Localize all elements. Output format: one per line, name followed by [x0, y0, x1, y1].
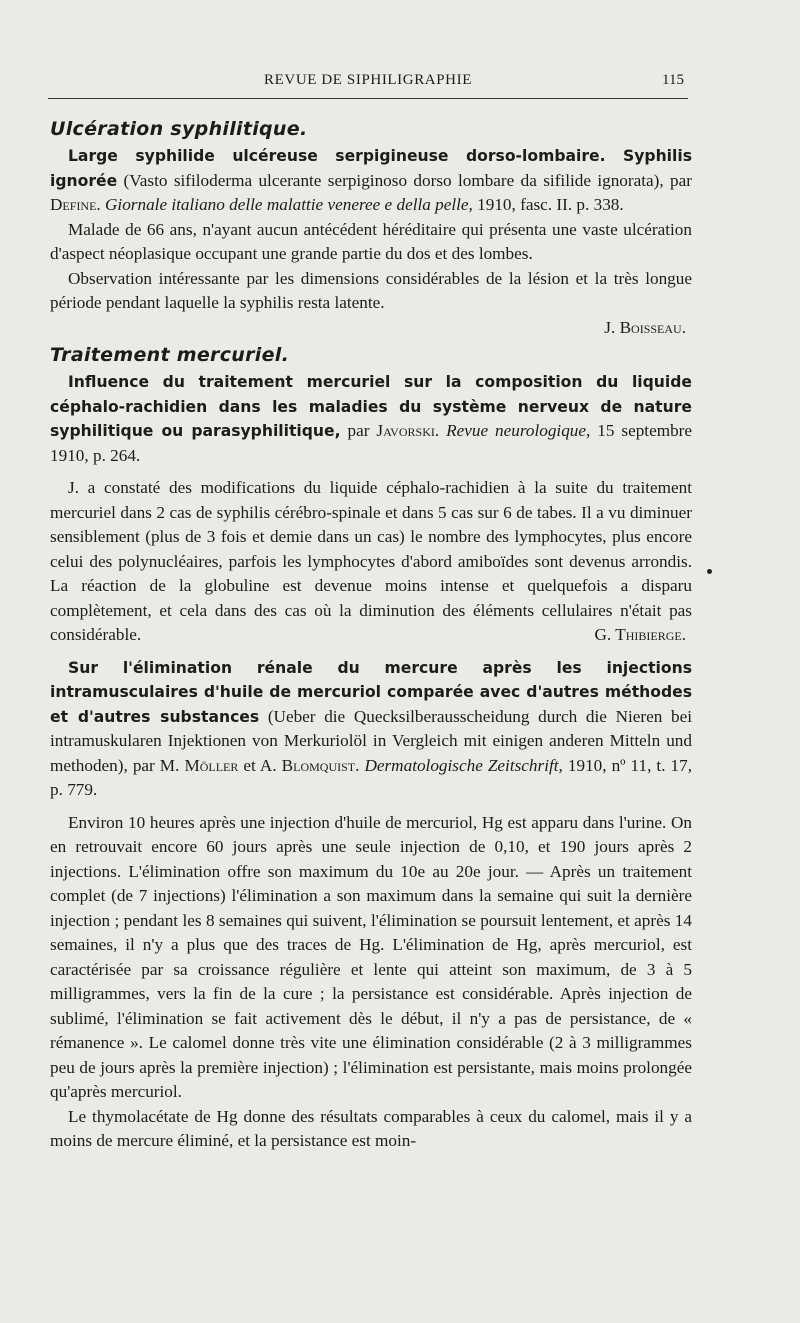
article-reference: Large syphilide ulcéreuse serpigineuse dorso-lombaire. Syphilis ignorée (Vasto sifiloderma ulcerante serpiginoso dorso lombare da sifilide ignorata), par Define. Giornale italiano delle malattie veneree e della pelle, 1910, fasc. II. p. 338.: [50, 147, 692, 214]
running-header: [48, 68, 688, 99]
section-heading-traitement: Traitement mercuriel.: [50, 344, 290, 366]
journal-title: REVUE DE SIPHILIGRAPHIE: [264, 72, 472, 88]
article-reference: Influence du traitement mercuriel sur la composition du liquide céphalo-rachidien dans les maladies du système nerveux de nature syphilitique ou parasyphilitique, par Javorski. Revue neurologique, 15 septembre 1910, p. 264.: [50, 373, 693, 465]
abstract-paragraph: Environ 10 heures après une injection d'huile de mercuriol, Hg est apparu dans l'urine. On en retrouvait encore 60 jours après une seule injection de 0,10, et 190 jours après 2 injections. L'élimination offre son maximum du 10e au 20e jour. — Après un traitement complet (de 7 injections) l'élimination a son maximum dans la semaine qui suit la dernière injection ; pendant les 8 semaines qui suivent, l'élimination se poursuit lentement, et après 14 semaines, il n'y a plus que des traces de Hg. L'élimination de Hg, après mercuriol, est caractérisée par sa croissance régulière et lente qui atteint son maximum, de 3 à 5 milligrammes, vers la fin de la cure ; la persistance est considérable. Après injection de sublimé, l'élimination se fait activement dès le début, il n'y a pas de persistance, de « rémanence ». Le calomel donne très vite une élimination considérable (2 à 3 milligrammes peu de jours après la première injection) ; l'élimination est persistante, mais moins prolongée qu'après mercuriol.: [50, 812, 692, 1101]
abstract-paragraph: J. a constaté des modifications du liquide céphalo-rachidien à la suite du traitement mercuriel dans 2 cas de syphilis cérébro-spinale et dans 5 cas sur 6 de tabes. Il a vu diminuer sensiblement (plus de 3 fois et demie dans un cas) le nombre des lymphocytes, plus encore celui des polynucléaires, parfois les lymphocytes d'abord amiboïdes sont devenus arrondis. La réaction de la globuline est devenue moins intense et quelquefois a disparu complètement, et cela dans des cas où la diminution des éléments cellulaires n'était pas considérable. G. Thibierge.: [50, 476, 692, 648]
article-title: Large syphilide ulcéreuse serpigineuse dorso-lombaire. Syphilis ignorée: [50, 147, 692, 190]
author-name: Define.: [50, 195, 101, 214]
abstract-paragraph: Le thymolacétate de Hg donne des résultats comparables à ceux du calomel, mais il y a moins de mercure éliminé, et la persistance est moin-: [50, 1106, 692, 1150]
section-heading-ulceration: Ulcération syphilitique.: [50, 118, 308, 140]
margin-mark: [707, 569, 712, 574]
author-name: Blomquist.: [281, 755, 360, 775]
journal-name: Revue neurologique,: [439, 421, 591, 440]
abstract-paragraph: Malade de 66 ans, n'ayant aucun antécédent héréditaire qui présenta une vaste ulcération d'aspect néoplasique occupant une grande partie du dos et des lombes.: [50, 219, 692, 263]
page-number: 115: [662, 72, 684, 88]
author-name: Möller: [184, 755, 239, 775]
author-name: Javorski.: [376, 421, 440, 440]
article-title: Sur l'élimination rénale du mercure après les injections intramusculaires d'huile de mercuriol comparée avec d'autres méthodes et d'autres substances: [50, 658, 692, 726]
journal-name: Dermatologische Zeitschrift,: [359, 755, 563, 775]
reviewer-signature: G. Thibierge.: [594, 625, 686, 644]
reviewer-signature: J. Boisseau.: [604, 317, 686, 337]
journal-name: Giornale italiano delle malattie veneree e della pelle,: [100, 195, 473, 214]
page-body: [50, 114, 692, 1154]
abstract-paragraph: Observation intéressante par les dimensions considérables de la lésion et la très longue période pendant laquelle la syphilis resta latente.: [50, 268, 692, 312]
article-title: Influence du traitement mercuriel sur la composition du liquide céphalo-rachidien dans les maladies du système nerveux de nature syphilitique ou parasyphilitique,: [50, 373, 692, 440]
article-reference: Sur l'élimination rénale du mercure après les injections intramusculaires d'huile de mercuriol comparée avec d'autres méthodes et d'autres substances (Ueber die Quecksilberausscheidung durch die Nieren bei intramuskularen Injektionen von Merkuriolöl in Vergleich mit einigen anderen Mitteln und methoden), par M. Möller et A. Blomquist. Dermatologische Zeitschrift, 1910, nº 11, t. 17, p. 779.: [50, 658, 693, 799]
